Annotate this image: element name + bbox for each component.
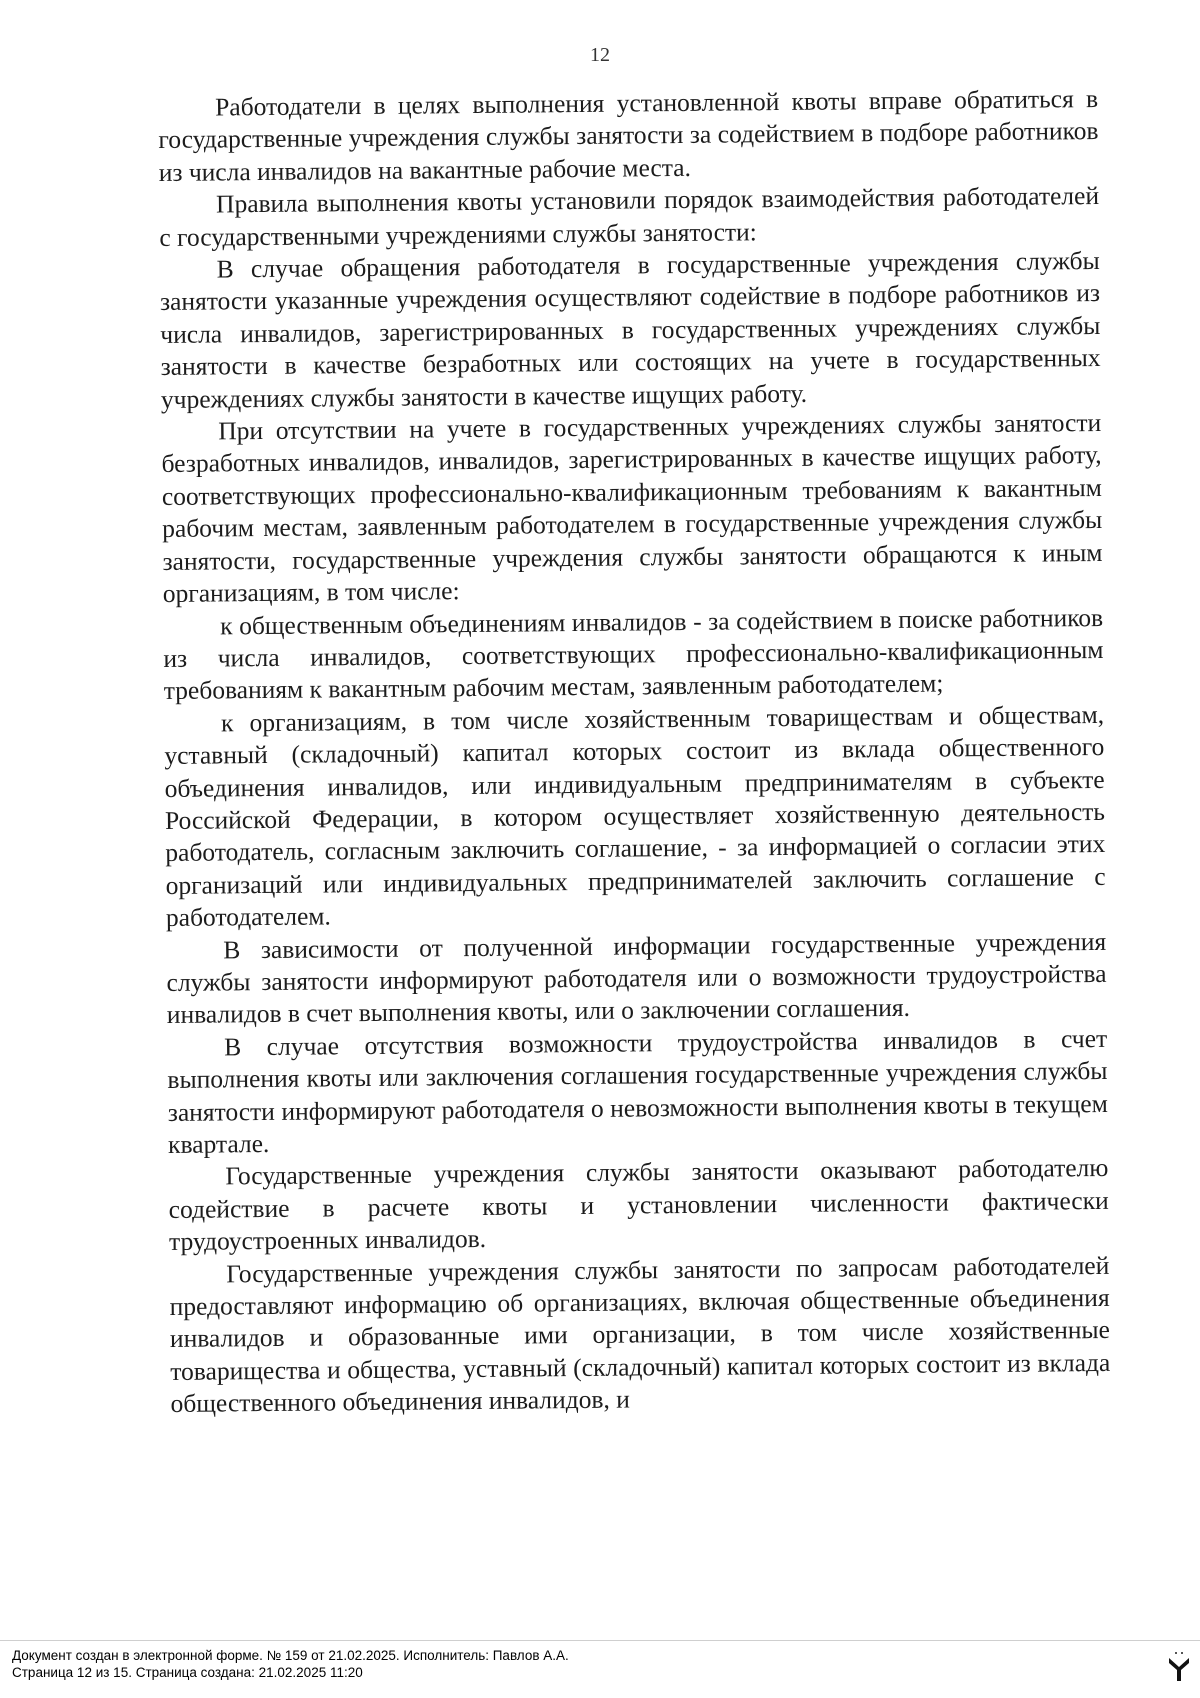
paragraph: к общественным объединениям инвалидов - за содействием в поиске работников из числа инвалидов, соответствующих профессионально-квалификационным требованиям к вакантным рабочим местам, заявленным работодателем; — [163, 602, 1104, 706]
document-mark-icon — [1168, 1652, 1190, 1682]
document-body — [158, 83, 1111, 1421]
paragraph: При отсутствии на учете в государственных учреждениях службы занятости безработных инвалидов, инвалидов, зарегистрированных в качестве ищущих работу, соответствующих профессионально-квалификационным требованиям к вакантным рабочим местам, заявленным работодателем в государственные учреждения службы занятости, государственные учреждения службы занятости обращаются к иным организациям, в том числе: — [161, 408, 1103, 609]
footer-line-page-info: Страница 12 из 15. Страница создана: 21.02.2025 11:20 — [12, 1665, 363, 1680]
footer-line-document-info: Документ создан в электронной форме. № 159 от 21.02.2025. Исполнитель: Павлов А.А. — [12, 1648, 569, 1663]
paragraph: Работодатели в целях выполнения установленной квоты вправе обратиться в государственные учреждения службы занятости за содействием в подборе работников из числа инвалидов на вакантные рабочие места. — [158, 83, 1099, 187]
paragraph: Государственные учреждения службы занятости оказывают работодателю содействие в расчете квоты и установлении численности фактически трудоустроенных инвалидов. — [168, 1153, 1109, 1257]
document-footer — [12, 1647, 569, 1681]
paragraph: В зависимости от полученной информации государственные учреждения службы занятости информируют работодателя или о возможности трудоустройства инвалидов в счет выполнения квоты, или о заключении соглашения. — [166, 926, 1107, 1030]
paragraph: к организациям, в том числе хозяйственным товариществам и обществам, уставный (складочный) капитал которых состоит из вклада общественного объединения инвалидов, или индивидуальным предпринимателям в субъекте Российской Федерации, в котором осуществляет хозяйственную деятельность работодатель, согласным заключить соглашение, - за информацией о согласии этих организаций или индивидуальных предпринимателей заключить соглашение с работодателем. — [164, 699, 1106, 933]
page-number: 12 — [590, 44, 610, 66]
paragraph: В случае отсутствия возможности трудоустройства инвалидов в счет выполнения квоты или заключения соглашения государственные учреждения службы занятости информируют работодателя о невозможности выполнения квоты в текущем квартале. — [167, 1023, 1108, 1159]
paragraph: Государственные учреждения службы занятости по запросам работодателей предоставляют информацию об организациях, включая общественные объединения инвалидов и образованные ими организации, в том числе хозяйственные товарищества и общества, уставный (складочный) капитал которых состоит из вклада общественного объединения инвалидов, и — [169, 1250, 1111, 1419]
paragraph: Правила выполнения квоты установили порядок взаимодействия работодателей с государственными учреждениями службы занятости: — [159, 181, 1100, 252]
paragraph: В случае обращения работодателя в государственные учреждения службы занятости указанные учреждения осуществляют содействие в подборе работников из числа инвалидов, зарегистрированных в государственных учреждениях службы занятости в качестве безработных или состоящих на учете в государственных учреждениях службы занятости в качестве ищущих работу. — [159, 246, 1101, 414]
footer-divider — [0, 1640, 1200, 1641]
